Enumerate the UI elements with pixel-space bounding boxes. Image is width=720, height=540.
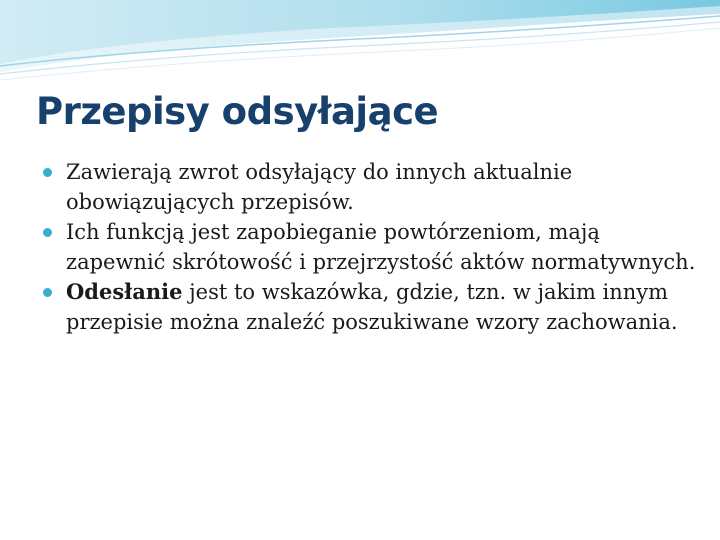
bullet-bold-term: Odesłanie <box>66 279 183 304</box>
bullet-dot-icon <box>43 288 52 297</box>
bullet-item <box>40 157 700 217</box>
decorative-wave-header <box>0 0 720 100</box>
bullet-list <box>40 157 700 337</box>
bullet-item <box>40 277 700 337</box>
bullet-text: jest to wskazówka, gdzie, tzn. w jakim innym przepisie można znaleźć poszukiwane wzory zachowania. <box>66 280 678 334</box>
bullet-dot-icon <box>43 168 52 177</box>
slide-title: Przepisy odsyłające <box>36 90 439 133</box>
bullet-text: Ich funkcją jest zapobieganie powtórzeniom, mają zapewnić skrótowość i przejrzystość aktów normatywnych. <box>66 220 696 274</box>
bullet-dot-icon <box>43 228 52 237</box>
bullet-text: Zawierają zwrot odsyłający do innych aktualnie obowiązujących przepisów. <box>66 160 573 214</box>
bullet-item <box>40 217 700 277</box>
